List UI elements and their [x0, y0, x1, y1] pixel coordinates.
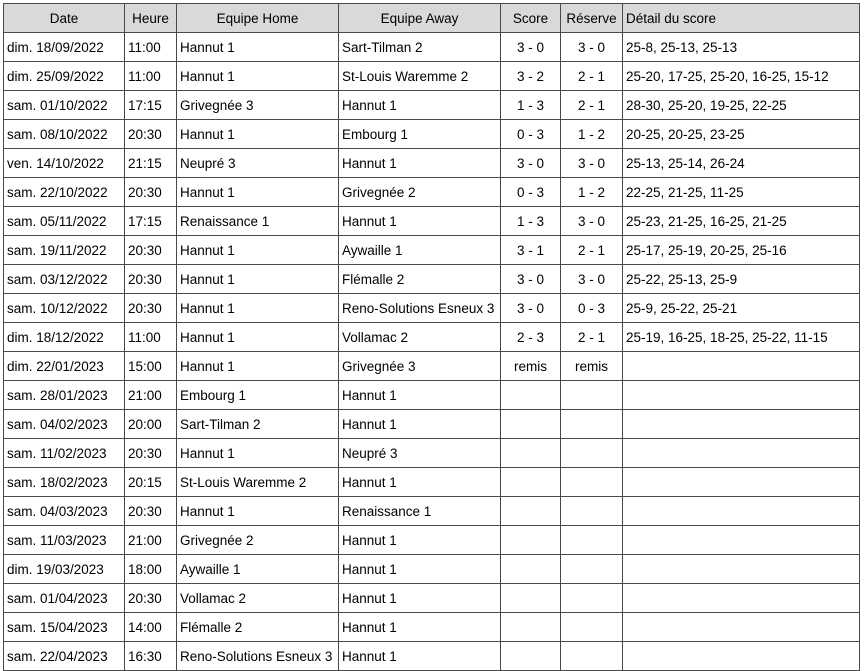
cell-reserve — [561, 642, 623, 671]
cell-time: 20:00 — [125, 410, 177, 439]
cell-score: remis — [501, 352, 561, 381]
cell-time: 21:15 — [125, 149, 177, 178]
table-row — [4, 33, 860, 62]
cell-score-detail — [623, 497, 860, 526]
cell-reserve: 1 - 2 — [561, 120, 623, 149]
cell-date: sam. 04/03/2023 — [4, 497, 125, 526]
cell-date: sam. 08/10/2022 — [4, 120, 125, 149]
cell-away-team: Hannut 1 — [339, 381, 501, 410]
table-row — [4, 352, 860, 381]
cell-time: 20:15 — [125, 468, 177, 497]
cell-home-team: Grivegnée 2 — [177, 526, 339, 555]
cell-reserve: 2 - 1 — [561, 91, 623, 120]
cell-time: 17:15 — [125, 91, 177, 120]
cell-home-team: Flémalle 2 — [177, 613, 339, 642]
match-schedule-table — [3, 3, 860, 671]
table-row — [4, 149, 860, 178]
cell-time: 16:30 — [125, 642, 177, 671]
cell-time: 20:30 — [125, 178, 177, 207]
cell-time: 20:30 — [125, 236, 177, 265]
cell-score-detail — [623, 410, 860, 439]
header-reserve: Réserve — [561, 4, 623, 33]
cell-date: sam. 01/04/2023 — [4, 584, 125, 613]
cell-home-team: Aywaille 1 — [177, 555, 339, 584]
cell-away-team: Hannut 1 — [339, 613, 501, 642]
header-score: Score — [501, 4, 561, 33]
table-row — [4, 294, 860, 323]
header-home-team: Equipe Home — [177, 4, 339, 33]
cell-time: 14:00 — [125, 613, 177, 642]
table-row — [4, 642, 860, 671]
cell-date: sam. 18/02/2023 — [4, 468, 125, 497]
cell-score-detail — [623, 526, 860, 555]
cell-time: 20:30 — [125, 584, 177, 613]
cell-away-team: Hannut 1 — [339, 555, 501, 584]
table-row — [4, 120, 860, 149]
cell-reserve — [561, 555, 623, 584]
cell-date: sam. 28/01/2023 — [4, 381, 125, 410]
cell-time: 21:00 — [125, 526, 177, 555]
cell-home-team: Renaissance 1 — [177, 207, 339, 236]
cell-home-team: Hannut 1 — [177, 120, 339, 149]
cell-score — [501, 526, 561, 555]
cell-home-team: Grivegnée 3 — [177, 91, 339, 120]
cell-away-team: Embourg 1 — [339, 120, 501, 149]
table-row — [4, 265, 860, 294]
table-row — [4, 207, 860, 236]
cell-score-detail — [623, 352, 860, 381]
cell-score-detail: 25-19, 16-25, 18-25, 25-22, 11-15 — [623, 323, 860, 352]
cell-date: dim. 18/09/2022 — [4, 33, 125, 62]
cell-score-detail: 25-13, 25-14, 26-24 — [623, 149, 860, 178]
cell-date: sam. 11/02/2023 — [4, 439, 125, 468]
cell-home-team: Reno-Solutions Esneux 3 — [177, 642, 339, 671]
cell-time: 18:00 — [125, 555, 177, 584]
cell-score — [501, 410, 561, 439]
cell-time: 11:00 — [125, 323, 177, 352]
cell-score: 3 - 1 — [501, 236, 561, 265]
cell-time: 20:30 — [125, 265, 177, 294]
cell-score-detail: 25-22, 25-13, 25-9 — [623, 265, 860, 294]
cell-score — [501, 555, 561, 584]
cell-score-detail: 25-20, 17-25, 25-20, 16-25, 15-12 — [623, 62, 860, 91]
cell-score: 1 - 3 — [501, 207, 561, 236]
cell-home-team: Hannut 1 — [177, 33, 339, 62]
table-row — [4, 584, 860, 613]
header-away-team: Equipe Away — [339, 4, 501, 33]
cell-home-team: Vollamac 2 — [177, 584, 339, 613]
cell-away-team: St-Louis Waremme 2 — [339, 62, 501, 91]
cell-score-detail: 25-8, 25-13, 25-13 — [623, 33, 860, 62]
cell-away-team: Hannut 1 — [339, 410, 501, 439]
cell-away-team: Grivegnée 3 — [339, 352, 501, 381]
cell-score-detail: 28-30, 25-20, 19-25, 22-25 — [623, 91, 860, 120]
cell-score-detail — [623, 555, 860, 584]
cell-home-team: Sart-Tilman 2 — [177, 410, 339, 439]
cell-date: dim. 19/03/2023 — [4, 555, 125, 584]
cell-reserve: 1 - 2 — [561, 178, 623, 207]
cell-date: sam. 01/10/2022 — [4, 91, 125, 120]
cell-score-detail — [623, 642, 860, 671]
cell-score-detail: 25-23, 21-25, 16-25, 21-25 — [623, 207, 860, 236]
cell-away-team: Sart-Tilman 2 — [339, 33, 501, 62]
cell-away-team: Renaissance 1 — [339, 497, 501, 526]
cell-home-team: St-Louis Waremme 2 — [177, 468, 339, 497]
table-row — [4, 497, 860, 526]
header-date: Date — [4, 4, 125, 33]
schedule-container — [3, 3, 860, 671]
cell-date: sam. 11/03/2023 — [4, 526, 125, 555]
cell-score-detail — [623, 468, 860, 497]
cell-home-team: Hannut 1 — [177, 178, 339, 207]
cell-reserve — [561, 468, 623, 497]
cell-score — [501, 642, 561, 671]
cell-score — [501, 381, 561, 410]
table-row — [4, 468, 860, 497]
cell-reserve: remis — [561, 352, 623, 381]
table-row — [4, 323, 860, 352]
cell-away-team: Hannut 1 — [339, 468, 501, 497]
cell-score-detail: 22-25, 21-25, 11-25 — [623, 178, 860, 207]
cell-score-detail — [623, 381, 860, 410]
cell-reserve: 3 - 0 — [561, 33, 623, 62]
cell-time: 20:30 — [125, 120, 177, 149]
cell-date: dim. 25/09/2022 — [4, 62, 125, 91]
cell-away-team: Hannut 1 — [339, 526, 501, 555]
cell-home-team: Neupré 3 — [177, 149, 339, 178]
cell-away-team: Reno-Solutions Esneux 3 — [339, 294, 501, 323]
table-row — [4, 613, 860, 642]
table-row — [4, 381, 860, 410]
cell-score: 3 - 0 — [501, 149, 561, 178]
table-row — [4, 178, 860, 207]
table-row — [4, 410, 860, 439]
cell-reserve: 2 - 1 — [561, 62, 623, 91]
cell-score-detail — [623, 439, 860, 468]
cell-away-team: Flémalle 2 — [339, 265, 501, 294]
cell-home-team: Hannut 1 — [177, 439, 339, 468]
cell-score — [501, 439, 561, 468]
cell-score: 3 - 0 — [501, 33, 561, 62]
cell-score: 1 - 3 — [501, 91, 561, 120]
cell-score-detail: 25-17, 25-19, 20-25, 25-16 — [623, 236, 860, 265]
cell-date: sam. 04/02/2023 — [4, 410, 125, 439]
cell-reserve: 2 - 1 — [561, 236, 623, 265]
cell-reserve: 0 - 3 — [561, 294, 623, 323]
cell-away-team: Vollamac 2 — [339, 323, 501, 352]
cell-home-team: Hannut 1 — [177, 323, 339, 352]
cell-away-team: Hannut 1 — [339, 584, 501, 613]
header-score-detail: Détail du score — [623, 4, 860, 33]
cell-reserve: 3 - 0 — [561, 207, 623, 236]
cell-date: sam. 03/12/2022 — [4, 265, 125, 294]
table-row — [4, 555, 860, 584]
cell-date: sam. 19/11/2022 — [4, 236, 125, 265]
cell-date: dim. 22/01/2023 — [4, 352, 125, 381]
cell-reserve — [561, 497, 623, 526]
cell-score-detail — [623, 584, 860, 613]
table-row — [4, 62, 860, 91]
cell-score: 3 - 0 — [501, 294, 561, 323]
cell-away-team: Hannut 1 — [339, 207, 501, 236]
table-row — [4, 91, 860, 120]
cell-score: 0 - 3 — [501, 120, 561, 149]
cell-time: 15:00 — [125, 352, 177, 381]
cell-reserve — [561, 439, 623, 468]
cell-reserve — [561, 613, 623, 642]
cell-score-detail: 25-9, 25-22, 25-21 — [623, 294, 860, 323]
cell-reserve — [561, 526, 623, 555]
cell-score — [501, 584, 561, 613]
cell-away-team: Grivegnée 2 — [339, 178, 501, 207]
cell-date: sam. 15/04/2023 — [4, 613, 125, 642]
cell-reserve: 2 - 1 — [561, 323, 623, 352]
cell-away-team: Neupré 3 — [339, 439, 501, 468]
cell-reserve: 3 - 0 — [561, 265, 623, 294]
schedule-body — [4, 33, 860, 671]
cell-date: sam. 22/04/2023 — [4, 642, 125, 671]
cell-score: 3 - 0 — [501, 265, 561, 294]
cell-time: 11:00 — [125, 33, 177, 62]
cell-home-team: Hannut 1 — [177, 265, 339, 294]
cell-home-team: Hannut 1 — [177, 294, 339, 323]
cell-score: 2 - 3 — [501, 323, 561, 352]
cell-date: sam. 10/12/2022 — [4, 294, 125, 323]
cell-score: 3 - 2 — [501, 62, 561, 91]
table-row — [4, 526, 860, 555]
cell-home-team: Hannut 1 — [177, 497, 339, 526]
table-row — [4, 236, 860, 265]
table-row — [4, 439, 860, 468]
cell-time: 11:00 — [125, 62, 177, 91]
cell-away-team: Aywaille 1 — [339, 236, 501, 265]
cell-reserve — [561, 584, 623, 613]
cell-date: ven. 14/10/2022 — [4, 149, 125, 178]
cell-away-team: Hannut 1 — [339, 91, 501, 120]
cell-home-team: Hannut 1 — [177, 352, 339, 381]
cell-time: 21:00 — [125, 381, 177, 410]
cell-away-team: Hannut 1 — [339, 149, 501, 178]
cell-time: 20:30 — [125, 439, 177, 468]
cell-score: 0 - 3 — [501, 178, 561, 207]
cell-reserve — [561, 410, 623, 439]
header-row — [4, 4, 860, 33]
cell-reserve — [561, 381, 623, 410]
cell-home-team: Embourg 1 — [177, 381, 339, 410]
cell-score — [501, 613, 561, 642]
cell-score — [501, 497, 561, 526]
cell-home-team: Hannut 1 — [177, 236, 339, 265]
cell-away-team: Hannut 1 — [339, 642, 501, 671]
cell-reserve: 3 - 0 — [561, 149, 623, 178]
header-time: Heure — [125, 4, 177, 33]
cell-date: sam. 22/10/2022 — [4, 178, 125, 207]
cell-score-detail: 20-25, 20-25, 23-25 — [623, 120, 860, 149]
cell-score-detail — [623, 613, 860, 642]
cell-time: 17:15 — [125, 207, 177, 236]
cell-time: 20:30 — [125, 497, 177, 526]
cell-home-team: Hannut 1 — [177, 62, 339, 91]
cell-date: dim. 18/12/2022 — [4, 323, 125, 352]
cell-date: sam. 05/11/2022 — [4, 207, 125, 236]
cell-time: 20:30 — [125, 294, 177, 323]
cell-score — [501, 468, 561, 497]
